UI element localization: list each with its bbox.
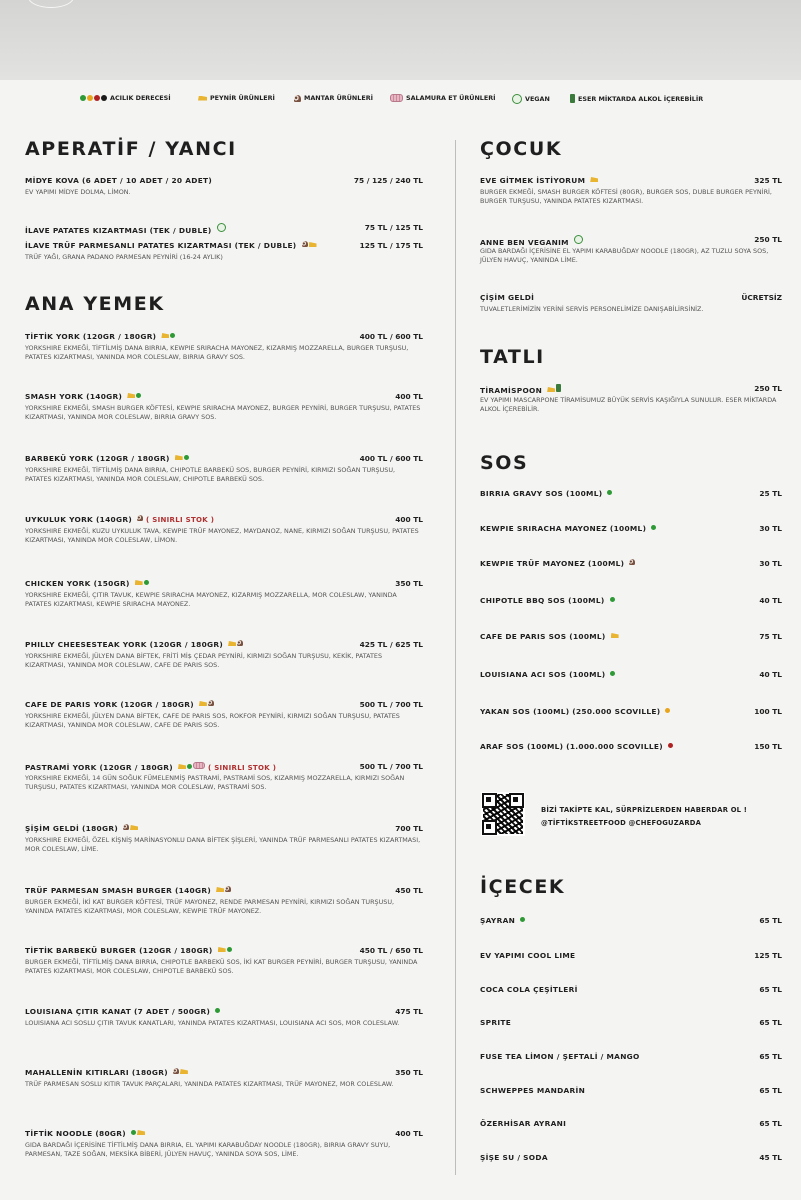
- menu-item: [25, 1007, 423, 1028]
- item-desc: TUVALETLERİMİZİN YERİNİ SERVİS PERSONELİMİZE DANIŞABİLİRSİNİZ.: [480, 305, 704, 313]
- item-desc: YORKSHIRE EKMEĞİ, ÇITIR TAVUK, KEWPIE SRIRACHA MAYONEZ, KIZARMIŞ MOZZARELLA, MOR COLESLAW, YANINDA PATATES KIZARTMASI, KEWPIE SRIRACHA MAYONEZ.: [25, 591, 397, 608]
- spice-mild-icon: [227, 947, 232, 952]
- item-name: BARBEKÜ YORK (120GR / 180GR): [25, 454, 170, 463]
- spice-mild-icon: [184, 455, 189, 460]
- menu-item: [480, 707, 782, 718]
- item-name: ANNE BEN VEGANIM: [480, 238, 569, 247]
- section-title-ana-yemek: ANA YEMEK: [25, 293, 165, 315]
- spice-mild-icon: [170, 333, 175, 338]
- item-price: 150 TL: [754, 742, 782, 751]
- item-name: MİDYE KOVA (6 ADET / 10 ADET / 20 ADET): [25, 176, 213, 185]
- spice-mild-icon: [131, 1130, 136, 1135]
- spice-mild-icon: [610, 671, 615, 676]
- item-name: KEWPIE TRÜF MAYONEZ (100ML): [480, 559, 625, 568]
- mushroom-icon: [123, 824, 129, 830]
- legend-vegan: [512, 94, 550, 104]
- item-name: PASTRAMİ YORK (120GR / 180GR): [25, 763, 173, 772]
- menu-item: [25, 700, 423, 730]
- vegan-icon: [512, 94, 522, 104]
- menu-item: [480, 1018, 782, 1029]
- mushroom-icon: [302, 241, 308, 247]
- item-name: SMASH YORK (140GR): [25, 392, 123, 401]
- item-name: ARAF SOS (100ML) (1.000.000 SCOVILLE): [480, 742, 663, 751]
- menu-item: [25, 1129, 423, 1159]
- item-desc: LOUISIANA ACI SOSLU ÇITIR TAVUK KANATLARI, YANINDA PATATES KIZARTMASI, LOUISIANA ACI SOS, MOR COLESLAW.: [25, 1019, 400, 1027]
- spice-mild-icon: [187, 764, 192, 769]
- item-price: 400 TL: [395, 1129, 423, 1138]
- menu-item: [480, 742, 782, 753]
- item-name: TİRAMİSPOON: [480, 386, 543, 395]
- spice-mild-icon: [520, 917, 525, 922]
- photo-top-band: [0, 0, 801, 80]
- menu-item: [25, 762, 423, 792]
- mushroom-icon: [137, 515, 143, 521]
- section-title-aperatif: APERATİF / YANCI: [25, 138, 237, 160]
- item-desc: BURGER EKMEĞİ, SMASH BURGER KÖFTESİ (80GR), BURGER SOS, DUBLE BURGER PEYNİRİ, BURGER TURŞUSU, YANINDA PATATES KIZARTMASI.: [480, 188, 772, 205]
- menu-item: [480, 632, 782, 643]
- menu-item: [480, 916, 782, 927]
- item-name: FUSE TEA LİMON / ŞEFTALİ / MANGO: [480, 1052, 640, 1061]
- item-price: 125 TL / 175 TL: [359, 241, 423, 250]
- menu-item: [480, 235, 782, 265]
- cheese-icon: [216, 887, 224, 892]
- cheese-icon: [137, 1130, 145, 1135]
- item-desc: GIDA BARDAĞI İÇERİSİNE TİFTİLMİŞ DANA BIRRIA, EL YAPIMI KARABUĞDAY NOODLE (180GR), BIRRIA GRAVY SUYU, PARMESAN, TAZE SOĞAN, MEKSİKA BİBERİ, JÜLYEN HAVUÇ, YANINDA SOYA SOS, LİME.: [25, 1141, 391, 1158]
- menu-item: [25, 946, 423, 976]
- menu-item: [25, 241, 423, 262]
- legend-mushroom: [294, 94, 373, 102]
- item-price: 400 TL: [395, 515, 423, 524]
- item-desc: YORKSHIRE EKMEĞİ, 14 GÜN SOĞUK FÜMELENMİŞ PASTRAMİ, PASTRAMİ SOS, KIZARMIŞ MOZZARELLA, KIRMIZI SOĞAN TURŞUSU, PATATES KIZARTMASI, YANINDA MOR COLESLAW, PASTRAMİ SOS.: [25, 774, 405, 791]
- item-name: CAFE DE PARIS YORK (120GR / 180GR): [25, 700, 194, 709]
- legend: [0, 94, 801, 108]
- item-price: 500 TL / 700 TL: [359, 700, 423, 709]
- item-desc: GIDA BARDAĞI İÇERİSİNE EL YAPIMI KARABUĞDAY NOODLE (180GR), AZ TUZLU SOYA SOS, JÜLYEN HAVUÇ, YANINDA LİME.: [480, 247, 769, 264]
- item-desc: YORKSHIRE EKMEĞİ, KUZU UYKULUK TAVA, KEWPIE TRÜF MAYONEZ, MAYDANOZ, NANE, KIRMIZI SOĞAN TURŞUSU, PATATES KIZARTMASI, YANINDA MOR COLESLAW, LİMON.: [25, 527, 419, 544]
- mushroom-icon: [173, 1068, 179, 1074]
- item-name: TRÜF PARMESAN SMASH BURGER (140GR): [25, 886, 212, 895]
- menu-item: [25, 515, 423, 545]
- item-price: 30 TL: [759, 524, 782, 533]
- item-name: LOUISIANA ACI SOS (100ML): [480, 670, 606, 679]
- item-price: 425 TL / 625 TL: [359, 640, 423, 649]
- item-price: 250 TL: [754, 235, 782, 244]
- menu-item: [480, 596, 782, 607]
- spice-mild-icon: [144, 580, 149, 585]
- item-name: CHIPOTLE BBQ SOS (100ML): [480, 596, 605, 605]
- menu-item: [480, 559, 782, 570]
- item-name: UYKULUK YORK (140GR): [25, 515, 132, 524]
- item-name: TİFTİK YORK (120GR / 180GR): [25, 332, 157, 341]
- cheese-icon: [547, 387, 555, 392]
- item-name: MAHALLENİN KITIRLARI (180GR): [25, 1068, 168, 1077]
- item-name: CAFE DE PARIS SOS (100ML): [480, 632, 606, 641]
- item-price: 65 TL: [759, 985, 782, 994]
- alcohol-icon: [570, 94, 575, 103]
- salami-icon: [390, 94, 403, 102]
- cheese-icon: [178, 764, 186, 769]
- item-name: TİFTİK BARBEKÜ BURGER (120GR / 180GR): [25, 946, 213, 955]
- cheese-icon: [180, 1069, 188, 1074]
- item-name-wrap: [25, 241, 317, 250]
- menu-item: [480, 985, 782, 996]
- social-handles: @TİFTİKSTREETFOOD @CHEFOGUZARDA: [541, 819, 702, 827]
- item-price: 65 TL: [759, 1086, 782, 1095]
- item-name: EVE GİTMEK İSTİYORUM: [480, 176, 586, 185]
- item-name: SPRITE: [480, 1018, 512, 1027]
- item-desc: YORKSHIRE EKMEĞİ, SMASH BURGER KÖFTESİ, KEWPIE SRIRACHA MAYONEZ, BURGER PEYNİRİ, BURGER TURŞUSU, PATATES KIZARTMASI, YANINDA MOR COLESLAW, BIRRIA GRAVY SOS.: [25, 404, 421, 421]
- cheese-icon: [127, 393, 135, 398]
- item-name: ŞİŞİM GELDİ (180GR): [25, 824, 118, 833]
- item-desc: EV YAPIMI MASCARPONE TİRAMİSUMUZ BÜYÜK SERVİS KAŞIĞIYLA SUNULUR. ESER MİKTARDA ALKOL İÇEREBİLİR.: [480, 396, 777, 413]
- item-name: SCHWEPPES MANDARİN: [480, 1086, 586, 1095]
- cheese-icon: [161, 333, 169, 338]
- item-price: 30 TL: [759, 559, 782, 568]
- item-desc: BURGER EKMEĞİ, TİFTİLMİŞ DANA BIRRIA, CHIPOTLE BARBEKÜ SOS, İKİ KAT BURGER PEYNİRİ, BURGER TURŞUSU, YANINDA PATATES KIZARTMASI, MOR COLESLAW, CHIPOTLE BARBEKÜ SOS.: [25, 958, 418, 975]
- item-price: 75 / 125 / 240 TL: [353, 176, 423, 185]
- cheese-icon: [199, 701, 207, 706]
- legend-cheese-label: PEYNİR ÜRÜNLERİ: [210, 94, 275, 102]
- item-name: ÖZERHİSAR AYRANI: [480, 1119, 567, 1128]
- spice-mild-icon: [610, 597, 615, 602]
- item-price: 500 TL / 700 TL: [359, 762, 423, 771]
- menu-item: [25, 176, 423, 197]
- menu-item: [480, 524, 782, 535]
- item-name: İLAVE TRÜF PARMESANLI PATATES KIZARTMASI (TEK / DUBLE): [25, 241, 297, 250]
- menu-item: [480, 176, 782, 206]
- item-price: 100 TL: [754, 707, 782, 716]
- menu-item: [25, 223, 423, 234]
- item-desc: YORKSHIRE EKMEĞİ, JÜLYEN DANA BİFTEK, CAFE DE PARIS SOS, ROKFOR PEYNİRİ, KIRMIZI SOĞAN TURŞUSU, PATATES KIZARTMASI, YANINDA MOR COLESLAW, CAFE DE PARIS SOS.: [25, 712, 400, 729]
- cheese-icon: [228, 641, 236, 646]
- cheese-icon: [590, 177, 598, 182]
- item-price: 40 TL: [759, 596, 782, 605]
- column-divider: [455, 140, 456, 1175]
- item-desc: TRÜF PARMESAN SOSLU KITIR TAVUK PARÇALARI, YANINDA PATATES KIZARTMASI, TRÜF MAYONEZ, MOR COLESLAW.: [25, 1080, 394, 1088]
- item-price: 700 TL: [395, 824, 423, 833]
- legend-alcohol-label: ESER MİKTARDA ALKOL İÇEREBİLİR: [578, 94, 704, 103]
- legend-mushroom-label: MANTAR ÜRÜNLERİ: [304, 94, 373, 102]
- item-name: YAKAN SOS (100ML) (250.000 SCOVILLE): [480, 707, 661, 716]
- spice-dots-icon: [80, 95, 107, 101]
- alcohol-icon: [556, 384, 561, 392]
- spice-mild-icon: [215, 1008, 220, 1013]
- item-price: ÜCRETSİZ: [741, 293, 782, 302]
- menu-item: [480, 489, 782, 500]
- item-desc: YORKSHIRE EKMEĞİ, TİFTİLMİŞ DANA BIRRIA, CHIPOTLE BARBEKÜ SOS, BURGER PEYNİRİ, KIRMIZI SOĞAN TURŞUSU, PATATES KIZARTMASI, YANINDA MOR COLESLAW, CHIPOTLE BARBEKÜ SOS.: [25, 466, 396, 483]
- legend-alcohol: [570, 94, 703, 103]
- item-price: 45 TL: [759, 1153, 782, 1162]
- item-name: ŞİŞE SU / SODA: [480, 1153, 548, 1162]
- social-follow: [541, 804, 747, 830]
- menu-item: [25, 886, 423, 916]
- legend-spice-label: ACILIK DERECESİ: [110, 94, 171, 102]
- menu-item: [480, 1086, 782, 1097]
- item-price: 325 TL: [754, 176, 782, 185]
- menu-item: [25, 454, 423, 484]
- item-name: ŞAYRAN: [480, 916, 516, 925]
- vegan-icon: [574, 235, 583, 244]
- limited-stock-badge: ( SINIRLI STOK ): [207, 764, 277, 772]
- item-price: 400 TL / 600 TL: [359, 454, 423, 463]
- menu-item: [480, 1052, 782, 1063]
- item-price: 65 TL: [759, 916, 782, 925]
- legend-cured-meat: [390, 94, 496, 102]
- item-price: 475 TL: [395, 1007, 423, 1016]
- item-price: 400 TL: [395, 392, 423, 401]
- cheese-icon: [175, 455, 183, 460]
- menu-item: [480, 1119, 782, 1130]
- item-price: 400 TL / 600 TL: [359, 332, 423, 341]
- item-desc: YORKSHIRE EKMEĞİ, JÜLYEN DANA BİFTEK, FRİTİ Mİ$ ÇEDAR PEYNİRİ, KIRMIZI SOĞAN TURŞUSU, KEKİK, PATATES KIZARTMASI, YANINDA MOR COLESLAW, CAFE DE PARIS SOS.: [25, 652, 383, 669]
- item-desc: TRÜF YAĞI, GRANA PADANO PARMESAN PEYNİRİ (16-24 AYLIK): [25, 253, 223, 261]
- menu-item: [480, 1153, 782, 1164]
- item-price: 450 TL / 650 TL: [359, 946, 423, 955]
- section-title-tatli: TATLI: [480, 346, 545, 368]
- spice-mild-icon: [651, 525, 656, 530]
- legend-cured-meat-label: SALAMURA ET ÜRÜNLERİ: [406, 94, 496, 102]
- limited-stock-badge: ( SINIRLI STOK ): [146, 516, 215, 524]
- social-line-1: BİZİ TAKİPTE KAL, SÜRPRİZLERDEN HABERDAR OL !: [541, 806, 748, 814]
- menu-item: [25, 579, 423, 609]
- item-price: 250 TL: [754, 384, 782, 393]
- salami-icon: [193, 762, 205, 769]
- item-price: 75 TL / 125 TL: [364, 223, 423, 232]
- item-name: EV YAPIMI COOL LIME: [480, 951, 576, 960]
- legend-cheese: [198, 94, 275, 102]
- cheese-icon: [218, 947, 226, 952]
- mushroom-icon: [629, 559, 635, 565]
- mushroom-icon: [237, 640, 243, 646]
- menu-item: [25, 824, 423, 854]
- spice-hot-icon: [668, 743, 673, 748]
- menu-item: [25, 392, 423, 422]
- menu-item: [25, 332, 423, 362]
- item-desc: YORKSHIRE EKMEĞİ, TİFTİLMİŞ DANA BIRRIA, KEWPIE SRIRACHA MAYONEZ, KIZARMIŞ MOZZARELLA, BURGER TURŞUSU, PATATES KIZARTMASI, YANINDA MOR COLESLAW, BIRRIA GRAVY SOS.: [25, 344, 409, 361]
- item-price: 450 TL: [395, 886, 423, 895]
- cheese-icon: [135, 580, 143, 585]
- menu-item: [480, 384, 782, 414]
- item-name: CHICKEN YORK (150GR): [25, 579, 130, 588]
- item-name: BIRRIA GRAVY SOS (100ML): [480, 489, 603, 498]
- spice-mild-icon: [136, 393, 141, 398]
- item-name: COCA COLA ÇEŞİTLERİ: [480, 985, 578, 994]
- mushroom-icon: [208, 700, 214, 706]
- item-price: 350 TL: [395, 1068, 423, 1077]
- item-price: 75 TL: [759, 632, 782, 641]
- item-desc: YORKSHIRE EKMEĞİ, ÖZEL KİŞNİŞ MARİNASYONLU DANA BİFTEK ŞİŞLERİ, YANINDA TRÜF PARMESANLI PATATES KIZARTMASI, MOR COLESLAW, LİME.: [25, 836, 421, 853]
- vegan-icon: [217, 223, 226, 232]
- item-price: 350 TL: [395, 579, 423, 588]
- item-price: 25 TL: [759, 489, 782, 498]
- item-name-wrap: [25, 223, 226, 235]
- item-name: ÇİŞİM GELDİ: [480, 293, 535, 302]
- section-title-sos: SOS: [480, 452, 529, 474]
- menu-item: [480, 670, 782, 681]
- item-name: PHILLY CHEESESTEAK YORK (120GR / 180GR): [25, 640, 224, 649]
- menu-item: [480, 293, 782, 314]
- cheese-icon: [130, 825, 138, 830]
- item-price: 40 TL: [759, 670, 782, 679]
- item-price: 125 TL: [754, 951, 782, 960]
- item-price: 65 TL: [759, 1052, 782, 1061]
- spice-medium-icon: [665, 708, 670, 713]
- legend-vegan-label: VEGAN: [525, 95, 550, 103]
- logo-fragment: [28, 0, 74, 8]
- legend-spice: [80, 94, 171, 102]
- item-name: KEWPIE SRIRACHA MAYONEZ (100ML): [480, 524, 647, 533]
- item-price: 65 TL: [759, 1018, 782, 1027]
- item-name: LOUISIANA ÇITIR KANAT (7 ADET / 500GR): [25, 1007, 211, 1016]
- item-name: TİFTİK NOODLE (80GR): [25, 1129, 126, 1138]
- item-price: 65 TL: [759, 1119, 782, 1128]
- cheese-icon: [309, 242, 317, 247]
- item-name: İLAVE PATATES KIZARTMASI (TEK / DUBLE): [25, 226, 212, 235]
- mushroom-icon: [225, 886, 231, 892]
- section-title-cocuk: ÇOCUK: [480, 138, 563, 160]
- spice-mild-icon: [607, 490, 612, 495]
- item-desc: EV YAPIMI MİDYE DOLMA, LİMON.: [25, 188, 131, 196]
- item-desc: BURGER EKMEĞİ, İKİ KAT BURGER KÖFTESİ, TRÜF MAYONEZ, RENDE PARMESAN PEYNİRİ, KIRMIZI SOĞAN TURŞUSU, YANINDA PATATES KIZARTMASI, MOR COLESLAW, KEWPIE TRÜF MAYONEZ.: [25, 898, 395, 915]
- menu-item: [480, 951, 782, 962]
- cheese-icon: [611, 633, 619, 638]
- menu-item: [25, 640, 423, 670]
- section-title-icecek: İÇECEK: [480, 876, 566, 898]
- cheese-icon: [198, 96, 207, 101]
- mushroom-icon: [294, 95, 301, 102]
- menu-item: [25, 1068, 423, 1089]
- qr-code[interactable]: [481, 792, 525, 836]
